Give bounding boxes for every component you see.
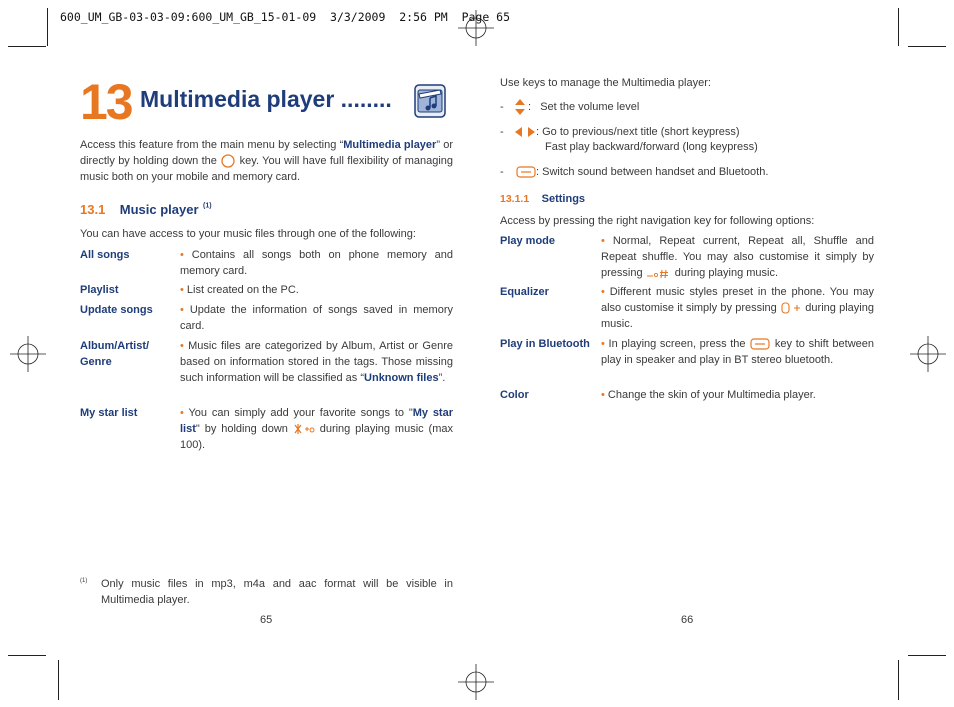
settings-lead: Access by pressing the right navigation key for following options: xyxy=(500,215,815,227)
item-label-all-songs: All songs xyxy=(80,249,130,261)
up-down-arrow-icon xyxy=(514,98,526,116)
chapter-title: Multimedia player ........ xyxy=(140,86,392,112)
bullet: • xyxy=(180,249,184,261)
bullet: • xyxy=(180,340,184,352)
item-label-album-artist-genre: Album/Artist/ Genre xyxy=(80,340,150,368)
setting-desc-color: • Change the skin of your Multimedia player. xyxy=(601,389,816,401)
setting-label-equalizer: Equalizer xyxy=(500,286,549,298)
item-label-my-star-list: My star list xyxy=(80,407,138,419)
setting-desc-equalizer: • Different music styles preset in the phone. You may also customise it simply by pressing during playing music. xyxy=(601,286,874,330)
circle-key-icon xyxy=(220,154,236,168)
item-desc-all-songs: • Contains all songs both on phone memory and memory card. xyxy=(180,249,453,277)
intro-paragraph: Access this feature from the main menu by selecting “Multimedia player” or directly by holding down the key. You will have full flexibility of managing music both on your mobile and memory card. xyxy=(80,139,454,183)
registration-mark-bottom xyxy=(458,664,494,700)
key-desc-bluetooth: : Switch sound between handset and Bluetooth. xyxy=(536,166,769,178)
key-dash: - xyxy=(500,166,504,178)
crop-mark xyxy=(58,660,59,700)
softkey-icon xyxy=(516,166,536,178)
key-desc-volume: : Set the volume level xyxy=(528,101,640,113)
footnote-mark: (1) xyxy=(80,578,88,584)
registration-mark-left xyxy=(10,336,46,372)
item-label-update-songs: Update songs xyxy=(80,304,153,316)
item-desc-album-artist-genre: • Music files are categorized by Album, Artist or Genre based on information stored in the tags. Those missing such information will be classified as “Unknown files”. xyxy=(180,340,453,384)
bullet: • xyxy=(601,389,605,401)
crop-mark xyxy=(898,8,899,46)
section-heading: 13.1 Music player $^{(1)}$ xyxy=(80,202,212,217)
star-key-icon xyxy=(293,423,315,435)
crop-mark xyxy=(8,655,46,656)
crop-mark xyxy=(8,46,46,47)
registration-mark-top xyxy=(458,10,494,46)
page-number-right: 66 xyxy=(681,614,694,626)
bullet: • xyxy=(601,286,605,298)
crop-mark xyxy=(898,660,899,700)
bullet: • xyxy=(180,284,184,296)
setting-desc-play-mode: • Normal, Repeat current, Repeat all, Shuffle and Repeat shuffle. You may also customise it simply by pressing during playing music. xyxy=(601,235,874,279)
zero-key-icon xyxy=(780,302,802,314)
registration-mark-right xyxy=(910,336,946,372)
left-right-arrow-icon xyxy=(514,126,536,138)
item-label-playlist: Playlist xyxy=(80,284,119,296)
key-dash: - xyxy=(500,126,504,138)
softkey-icon xyxy=(749,338,771,350)
footnote-text: Only music files in mp3, m4a and aac format will be visible in Multimedia player. xyxy=(101,578,453,606)
setting-desc-play-in-bluetooth: • In playing screen, press the key to shift between play in speaker and play in BT stereo bluetooth. xyxy=(601,338,875,366)
multimedia-clapper-icon xyxy=(414,84,446,118)
item-desc-my-star-list: • You can simply add your favorite songs to "My star list" by holding down during playing music (max 100). xyxy=(180,407,453,451)
bullet: • xyxy=(180,407,184,419)
bullet: • xyxy=(601,235,605,247)
setting-label-color: Color xyxy=(500,389,529,401)
key-dash: - xyxy=(500,101,504,113)
section-lead: You can have access to your music files through one of the following: xyxy=(80,228,416,240)
print-slug: 600_UM_GB-03-03-09:600_UM_GB_15-01-09 3/3/2009 2:56 PM Page 65 xyxy=(60,10,511,24)
setting-label-play-in-bluetooth: Play in Bluetooth xyxy=(500,338,590,350)
page-number-left: 65 xyxy=(260,614,273,626)
key-desc-prev-next: : Go to previous/next title (short keypress) xyxy=(536,126,740,138)
item-desc-update-songs: • Update the information of songs saved in memory card. xyxy=(180,304,453,332)
crop-mark xyxy=(908,655,946,656)
subsection-heading: 13.1.1 Settings xyxy=(500,193,586,205)
setting-label-play-mode: Play mode xyxy=(500,235,556,247)
item-desc-playlist: • List created on the PC. xyxy=(180,284,299,296)
bullet: • xyxy=(180,304,184,316)
crop-mark xyxy=(47,8,48,46)
crop-mark xyxy=(908,46,946,47)
keys-lead: Use keys to manage the Multimedia player: xyxy=(500,77,711,89)
hash-key-icon xyxy=(646,267,672,279)
bullet: • xyxy=(601,338,605,350)
chapter-number: 13 xyxy=(80,74,132,130)
key-desc-fast-play: Fast play backward/forward (long keypress) xyxy=(545,141,758,153)
